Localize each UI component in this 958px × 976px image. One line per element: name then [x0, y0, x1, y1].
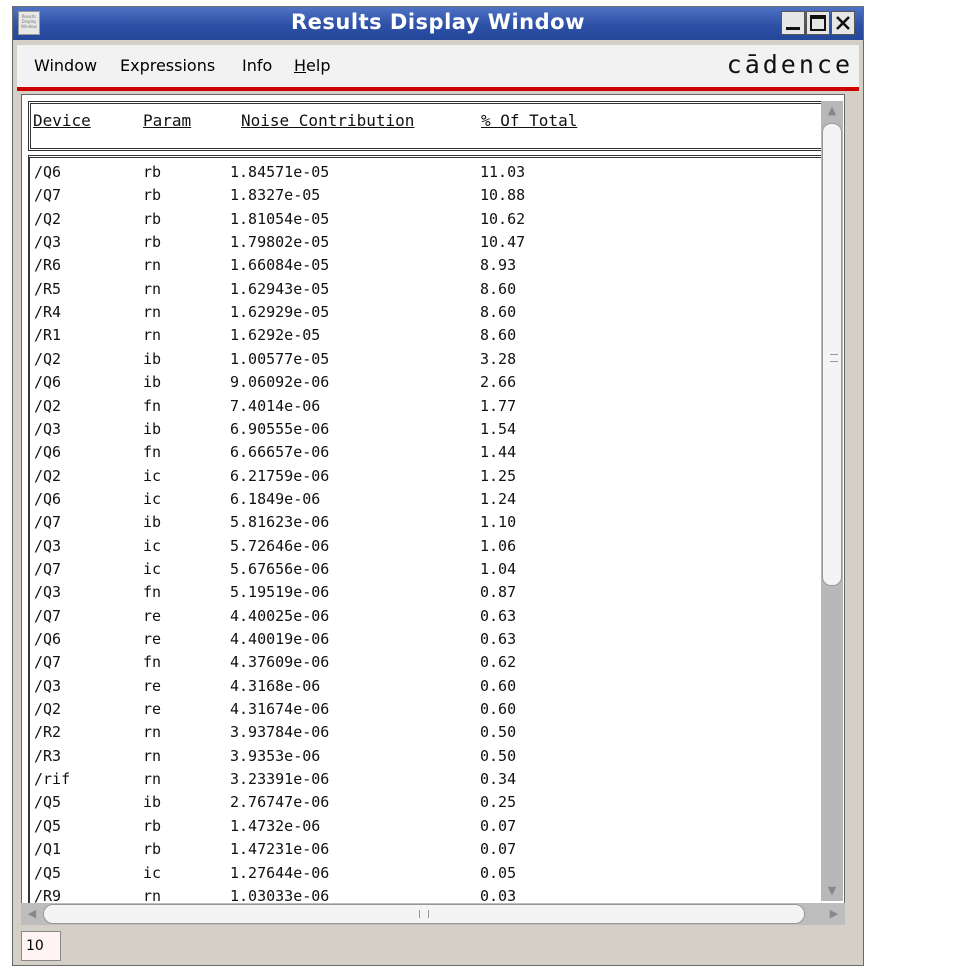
table-row[interactable]	[30, 698, 820, 721]
table-row[interactable]	[30, 465, 820, 488]
percent-cell: 0.63	[480, 630, 517, 648]
table-row[interactable]	[30, 815, 820, 838]
table-row[interactable]	[30, 605, 820, 628]
menu-expressions[interactable]: Expressions	[120, 56, 216, 75]
percent-cell: 0.50	[480, 746, 517, 765]
window-app-icon[interactable]: Results Display Window	[18, 11, 40, 35]
percent-cell: 8.60	[480, 326, 517, 345]
device-cell: /Q2	[34, 396, 62, 415]
table-row[interactable]	[30, 418, 820, 441]
menu-window[interactable]: Window	[34, 56, 98, 75]
param-cell: re	[143, 676, 162, 695]
table-row[interactable]	[30, 208, 820, 231]
percent-cell: 10.47	[480, 233, 526, 252]
noise-cell: 3.93784e-06	[230, 723, 330, 742]
param-cell: re	[143, 630, 162, 648]
device-cell: /R5	[34, 279, 62, 298]
noise-cell: 1.62943e-05	[230, 279, 330, 298]
percent-cell: 0.05	[480, 863, 517, 882]
device-cell: /R3	[34, 746, 62, 765]
device-cell: /R9	[34, 886, 62, 903]
percent-cell: 0.50	[480, 723, 517, 742]
percent-cell: 0.63	[480, 606, 517, 625]
scroll-left-arrow-icon[interactable]: ◀	[27, 907, 37, 920]
device-cell: /Q6	[34, 443, 62, 462]
device-cell: /Q7	[34, 606, 62, 625]
noise-cell: 5.19519e-06	[230, 583, 330, 602]
maximize-icon	[807, 12, 829, 34]
device-cell: /Q2	[34, 700, 62, 719]
window-title: Results Display Window	[291, 10, 585, 34]
device-cell: /Q5	[34, 816, 62, 835]
table-row[interactable]	[30, 558, 820, 581]
table-row[interactable]	[30, 324, 820, 347]
param-cell: ic	[143, 559, 162, 578]
minimize-button[interactable]	[781, 11, 805, 35]
noise-cell: 4.37609e-06	[230, 653, 330, 672]
vertical-scroll-thumb[interactable]	[822, 123, 842, 586]
percent-cell: 3.28	[480, 349, 517, 368]
results-table-body[interactable]	[28, 155, 828, 903]
device-cell: /Q1	[34, 840, 62, 859]
noise-cell: 4.31674e-06	[230, 700, 330, 719]
noise-cell: 5.67656e-06	[230, 559, 330, 578]
percent-cell: 0.87	[480, 583, 517, 602]
percent-cell: 11.03	[480, 163, 526, 181]
device-cell: /Q2	[34, 209, 62, 228]
percent-cell: 10.62	[480, 209, 526, 228]
param-cell: ic	[143, 536, 162, 555]
param-cell: rn	[143, 886, 162, 903]
table-row[interactable]	[30, 184, 820, 207]
percent-cell: 0.60	[480, 700, 517, 719]
header-noise-contribution: Noise Contribution	[241, 111, 415, 130]
table-row[interactable]	[30, 301, 820, 324]
device-cell: /Q3	[34, 676, 62, 695]
device-cell: /Q6	[34, 373, 62, 392]
noise-cell: 1.47231e-06	[230, 840, 330, 859]
table-row[interactable]	[30, 628, 820, 651]
noise-cell: 1.79802e-05	[230, 233, 330, 252]
param-cell: re	[143, 606, 162, 625]
param-cell: fn	[143, 396, 162, 415]
table-row[interactable]	[30, 535, 820, 558]
percent-cell: 1.10	[480, 513, 517, 532]
close-button[interactable]	[831, 11, 855, 35]
noise-cell: 1.00577e-05	[230, 349, 330, 368]
param-cell: fn	[143, 653, 162, 672]
param-cell: rb	[143, 233, 162, 252]
table-row[interactable]	[30, 231, 820, 254]
device-cell: /Q5	[34, 793, 62, 812]
horizontal-scrollbar[interactable]	[21, 903, 845, 925]
status-field: 10	[21, 931, 61, 961]
param-cell: rb	[143, 186, 162, 205]
percent-cell: 1.25	[480, 466, 517, 485]
percent-cell: 0.34	[480, 770, 517, 789]
table-row[interactable]	[30, 254, 820, 277]
param-cell: rn	[143, 303, 162, 322]
noise-cell: 4.40019e-06	[230, 630, 330, 648]
param-cell: re	[143, 700, 162, 719]
device-cell: /rif	[34, 770, 71, 789]
menu-info[interactable]: Info	[242, 56, 273, 75]
param-cell: ib	[143, 793, 162, 812]
table-row[interactable]	[30, 885, 820, 903]
percent-cell: 0.07	[480, 816, 517, 835]
device-cell: /Q6	[34, 489, 62, 508]
param-cell: rb	[143, 840, 162, 859]
param-cell: rn	[143, 326, 162, 345]
percent-cell: 1.44	[480, 443, 517, 462]
device-cell: /Q7	[34, 653, 62, 672]
percent-cell: 1.77	[480, 396, 517, 415]
table-row[interactable]	[30, 721, 820, 744]
device-cell: /Q2	[34, 349, 62, 368]
percent-cell: 2.66	[480, 373, 517, 392]
noise-cell: 6.90555e-06	[230, 419, 330, 438]
cadence-logo: cādence	[726, 50, 853, 79]
table-row[interactable]	[30, 441, 820, 464]
noise-cell: 1.6292e-05	[230, 326, 321, 345]
param-cell: ib	[143, 513, 162, 532]
noise-cell: 5.72646e-06	[230, 536, 330, 555]
percent-cell: 1.04	[480, 559, 517, 578]
noise-cell: 4.3168e-06	[230, 676, 321, 695]
device-cell: /Q3	[34, 583, 62, 602]
table-row[interactable]	[30, 348, 820, 371]
param-cell: rn	[143, 746, 162, 765]
percent-cell: 10.88	[480, 186, 526, 205]
percent-cell: 0.60	[480, 676, 517, 695]
noise-cell: 6.21759e-06	[230, 466, 330, 485]
device-cell: /Q7	[34, 186, 62, 205]
title-bar[interactable]	[13, 7, 863, 40]
param-cell: ic	[143, 489, 162, 508]
menu-bar	[17, 45, 859, 91]
noise-cell: 1.84571e-05	[230, 163, 330, 181]
device-cell: /R6	[34, 256, 62, 275]
noise-cell: 9.06092e-06	[230, 373, 330, 392]
param-cell: ic	[143, 466, 162, 485]
table-row[interactable]	[30, 838, 820, 861]
param-cell: ic	[143, 863, 162, 882]
maximize-button[interactable]	[806, 11, 830, 35]
minimize-icon	[782, 12, 804, 34]
device-cell: /Q3	[34, 536, 62, 555]
noise-cell: 1.8327e-05	[230, 186, 321, 205]
percent-cell: 1.06	[480, 536, 517, 555]
header-device: Device	[33, 111, 91, 130]
grip-icon	[830, 354, 838, 362]
table-row[interactable]	[30, 768, 820, 791]
noise-cell: 6.1849e-06	[230, 489, 321, 508]
param-cell: rn	[143, 770, 162, 789]
table-row[interactable]	[30, 371, 820, 394]
table-row[interactable]	[30, 862, 820, 885]
table-row[interactable]	[30, 651, 820, 674]
table-row[interactable]	[30, 675, 820, 698]
device-cell: /R1	[34, 326, 62, 345]
table-row[interactable]	[30, 745, 820, 768]
scroll-up-arrow-icon[interactable]: ▲	[827, 104, 837, 117]
table-header	[28, 101, 828, 151]
device-cell: /Q6	[34, 630, 62, 648]
table-row[interactable]	[30, 791, 820, 814]
results-display-window	[12, 6, 864, 966]
param-cell: rn	[143, 723, 162, 742]
percent-cell: 0.07	[480, 840, 517, 859]
param-cell: ib	[143, 373, 162, 392]
noise-cell: 3.23391e-06	[230, 770, 330, 789]
noise-cell: 1.4732e-06	[230, 816, 321, 835]
device-cell: /Q6	[34, 163, 62, 181]
param-cell: ib	[143, 349, 162, 368]
header-percent-of-total: % Of Total	[481, 111, 578, 130]
device-cell: /R2	[34, 723, 62, 742]
table-row[interactable]	[30, 395, 820, 418]
noise-cell: 5.81623e-06	[230, 513, 330, 532]
header-param: Param	[143, 111, 192, 130]
param-cell: rn	[143, 256, 162, 275]
device-cell: /Q5	[34, 863, 62, 882]
device-cell: /R4	[34, 303, 62, 322]
vertical-scrollbar[interactable]	[821, 101, 843, 901]
device-cell: /Q2	[34, 466, 62, 485]
close-icon	[832, 12, 854, 34]
percent-cell: 0.03	[480, 886, 517, 903]
noise-cell: 6.66657e-06	[230, 443, 330, 462]
table-row[interactable]	[30, 278, 820, 301]
noise-cell: 1.27644e-06	[230, 863, 330, 882]
device-cell: /Q7	[34, 559, 62, 578]
device-cell: /Q3	[34, 419, 62, 438]
noise-cell: 1.81054e-05	[230, 209, 330, 228]
results-panel	[21, 94, 845, 904]
percent-cell: 1.54	[480, 419, 517, 438]
horizontal-scroll-thumb[interactable]	[43, 904, 805, 924]
percent-cell: 0.62	[480, 653, 517, 672]
menu-help[interactable]: Help	[294, 56, 331, 75]
percent-cell: 8.93	[480, 256, 517, 275]
percent-cell: 1.24	[480, 489, 517, 508]
param-cell: rb	[143, 163, 162, 181]
param-cell: fn	[143, 443, 162, 462]
param-cell: rb	[143, 209, 162, 228]
percent-cell: 8.60	[480, 279, 517, 298]
table-row[interactable]	[30, 511, 820, 534]
percent-cell: 0.25	[480, 793, 517, 812]
noise-cell: 4.40025e-06	[230, 606, 330, 625]
grip-icon	[419, 910, 429, 918]
device-cell: /Q3	[34, 233, 62, 252]
scroll-right-arrow-icon[interactable]: ▶	[829, 907, 839, 920]
noise-cell: 7.4014e-06	[230, 396, 321, 415]
noise-cell: 2.76747e-06	[230, 793, 330, 812]
param-cell: rn	[143, 279, 162, 298]
noise-cell: 3.9353e-06	[230, 746, 321, 765]
noise-cell: 1.62929e-05	[230, 303, 330, 322]
table-row[interactable]	[30, 488, 820, 511]
table-row[interactable]	[30, 161, 820, 184]
scroll-down-arrow-icon[interactable]: ▼	[827, 884, 837, 897]
percent-cell: 8.60	[480, 303, 517, 322]
noise-cell: 1.66084e-05	[230, 256, 330, 275]
device-cell: /Q7	[34, 513, 62, 532]
noise-cell: 1.03033e-06	[230, 886, 330, 903]
param-cell: fn	[143, 583, 162, 602]
param-cell: rb	[143, 816, 162, 835]
table-row[interactable]	[30, 581, 820, 604]
param-cell: ib	[143, 419, 162, 438]
